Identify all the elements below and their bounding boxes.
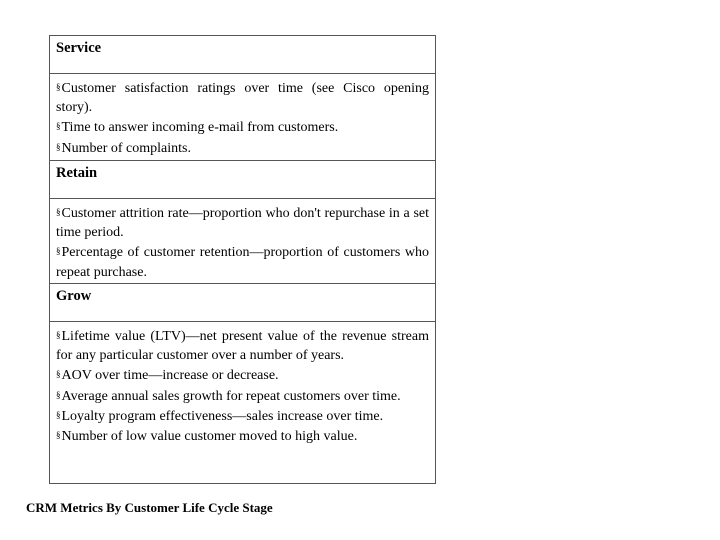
bullet-icon: § xyxy=(56,389,61,400)
metric-item xyxy=(56,203,429,242)
metric-text: Time to answer incoming e-mail from customers. xyxy=(61,120,339,136)
metric-item xyxy=(56,138,429,158)
metric-text: Percentage of customer retention—proportion of customers who repeat purchase. xyxy=(56,245,429,280)
stage-title-service: Service xyxy=(56,40,102,56)
metric-item xyxy=(56,426,429,446)
metric-text: Lifetime value (LTV)—net present value of the revenue stream for any particular customer over a number of years. xyxy=(56,329,429,364)
metric-item xyxy=(56,326,429,365)
stage-title-grow: Grow xyxy=(56,288,92,304)
stage-header-service xyxy=(50,36,435,74)
stage-header-retain xyxy=(50,161,435,199)
metric-text: Number of complaints. xyxy=(61,140,191,156)
metric-text: Loyalty program effectiveness—sales increase over time. xyxy=(61,408,384,424)
metric-item xyxy=(56,406,429,426)
metric-text: AOV over time—increase or decrease. xyxy=(61,368,279,384)
bullet-icon: § xyxy=(56,369,61,380)
bullet-icon: § xyxy=(56,121,61,132)
stage-title-retain: Retain xyxy=(56,165,98,181)
metric-item xyxy=(56,117,429,137)
metric-item xyxy=(56,365,429,385)
stage-header-grow xyxy=(50,284,435,322)
metric-text: Customer satisfaction ratings over time (see Cisco opening story). xyxy=(56,81,429,116)
stage-body-grow xyxy=(50,322,435,483)
metric-item xyxy=(56,242,429,281)
metrics-table xyxy=(49,35,436,484)
caption: CRM Metrics By Customer Life Cycle Stage xyxy=(26,500,273,515)
metric-item xyxy=(56,386,429,406)
metric-text: Average annual sales growth for repeat customers over time. xyxy=(61,388,401,404)
metric-text: Number of low value customer moved to high value. xyxy=(61,429,358,445)
bullet-icon: § xyxy=(56,207,61,217)
bullet-icon: § xyxy=(56,409,61,420)
stage-body-retain xyxy=(50,199,435,284)
bullet-icon: § xyxy=(56,330,61,340)
metric-text: Customer attrition rate—proportion who don't repurchase in a set time period. xyxy=(56,206,429,241)
metric-item xyxy=(56,78,429,117)
bullet-icon: § xyxy=(56,430,61,441)
bullet-icon: § xyxy=(56,246,61,257)
bullet-icon: § xyxy=(56,141,61,152)
bullet-icon: § xyxy=(56,82,61,92)
stage-body-service xyxy=(50,74,435,161)
